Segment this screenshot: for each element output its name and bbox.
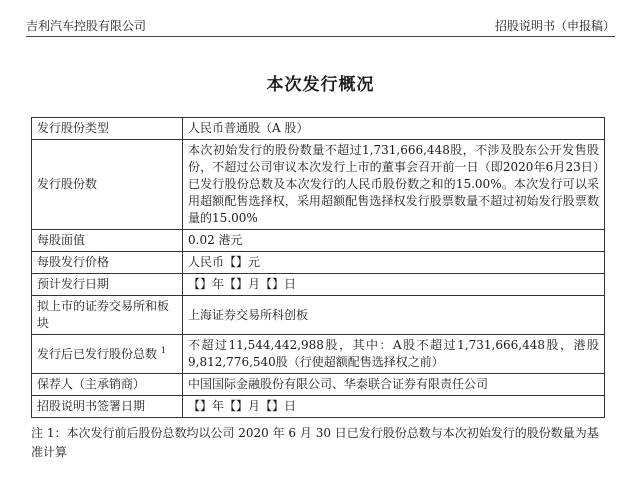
row-label: 拟上市的证券交易所和板块 <box>32 296 183 335</box>
table-row <box>32 274 605 296</box>
page-header <box>26 14 615 37</box>
row-label: 预计发行日期 <box>32 274 183 296</box>
row-label: 招股说明书签署日期 <box>32 396 183 418</box>
table-row <box>32 374 605 396</box>
row-value: 【】年【】月【】日 <box>183 396 605 418</box>
document-type: 招股说明书（申报稿） <box>494 19 615 33</box>
section-title: 本次发行概况 <box>266 75 375 95</box>
row-label: 每股发行价格 <box>32 252 183 274</box>
row-value: 人民币普通股（A 股） <box>183 118 605 140</box>
row-value: 【】年【】月【】日 <box>183 274 605 296</box>
table-row <box>32 118 605 140</box>
row-value: 本次初始发行的股份数量不超过1,731,666,448股，不涉及股东公开发售股份，不超过公司审议本次发行上市的董事会召开前一日（即2020年6月23日）已发行股份总数及本次发行的人民币股份数之和的15.00%。本次发行可以采用超额配售选择权，采用超额配售选择权发行股票数量不超过初始发行股票数量的15.00% <box>183 140 605 230</box>
footnote-marker: 1 <box>160 345 166 355</box>
table-row <box>32 335 605 374</box>
row-label: 发行股份数 <box>32 140 183 230</box>
table-row <box>32 140 605 230</box>
row-value: 0.02 港元 <box>183 230 605 252</box>
issuance-overview-table <box>31 117 605 418</box>
row-label-cell <box>32 335 183 374</box>
row-label: 保荐人（主承销商） <box>32 374 183 396</box>
row-value: 中国国际金融股份有限公司、华泰联合证券有限责任公司 <box>183 374 605 396</box>
row-label: 发行股份类型 <box>32 118 183 140</box>
row-value: 上海证券交易所科创板 <box>183 296 605 335</box>
table-row <box>32 296 605 335</box>
row-value: 不超过11,544,442,988股，其中：A股不超过1,731,666,448股，港股9,812,776,540股（行使超额配售选择权之前） <box>183 335 605 374</box>
row-value: 人民币【】元 <box>183 252 605 274</box>
company-name: 吉利汽车控股有限公司 <box>26 19 147 33</box>
table-row <box>32 252 605 274</box>
row-label: 发行后已发行股份总数 <box>37 346 158 361</box>
table-row <box>32 396 605 418</box>
row-label: 每股面值 <box>32 230 183 252</box>
footnote: 注 1：本次发行前后股份总数均以公司 2020 年 6 月 30 日已发行股份总数与本次初始发行的股份数量为基准计算 <box>31 426 599 459</box>
table-row <box>32 230 605 252</box>
